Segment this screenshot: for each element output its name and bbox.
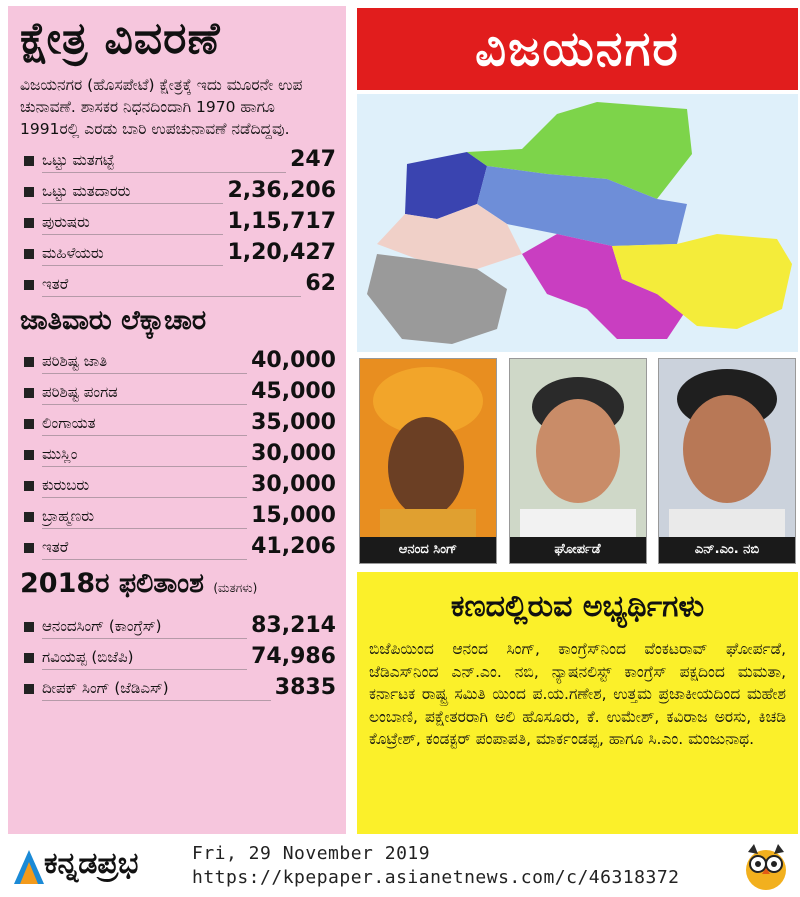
candidate-photo: [658, 358, 796, 564]
caste-row: ಕುರುಬರು 30,000: [20, 467, 336, 498]
bullet-icon: [24, 450, 34, 460]
caste-row: ಲಿಂಗಾಯತ 35,000: [20, 405, 336, 436]
caste-row: ಇತರೆ 41,206: [20, 529, 336, 560]
brand-logo-text: ಕನ್ನಡಪ್ರಭ: [44, 846, 139, 881]
photo-caption: ಘೋರ್ಪಡೆ: [510, 537, 646, 563]
panel-title: ಕ್ಷೇತ್ರ ವಿವರಣೆ: [20, 13, 221, 64]
candidate-photo: [509, 358, 647, 564]
kannadaprabha-logo-icon: [14, 850, 44, 884]
bullet-icon: [24, 512, 34, 522]
bullet-icon: [24, 280, 34, 290]
owl-mascot-icon: [742, 840, 790, 892]
bullet-icon: [24, 156, 34, 166]
candidates-box: [357, 572, 798, 834]
caste-row: ಮುಸ್ಲಿಂ 30,000: [20, 436, 336, 467]
result-row: ಗವಿಯಪ್ಪ (ಬಿಜೆಪಿ) 74,986: [20, 639, 336, 670]
edition-meta: [192, 842, 680, 890]
result-list: [20, 608, 336, 701]
photo-caption: ಆನಂದ ಸಿಂಗ್: [360, 537, 496, 563]
voter-stats-list: [20, 142, 336, 297]
candidate-photo: [359, 358, 497, 564]
constituency-map: [357, 94, 798, 352]
bullet-icon: [24, 622, 34, 632]
map-illustration: [357, 94, 798, 352]
stat-row: ಒಟ್ಟು ಮತಗಟ್ಟೆ 247: [20, 142, 336, 173]
bullet-icon: [24, 357, 34, 367]
stat-row: ಒಟ್ಟು ಮತದಾರರು 2,36,206: [20, 173, 336, 204]
constituency-details-panel: [8, 6, 346, 834]
caste-row: ಪರಿಶಿಷ್ಟ ಪಂಗಡ 45,000: [20, 374, 336, 405]
result-row: ಆನಂದಸಿಂಗ್ (ಕಾಂಗ್ರೆಸ್) 83,214: [20, 608, 336, 639]
stat-row: ಇತರೆ 62: [20, 266, 336, 297]
candidates-title: ಕಣದಲ್ಲಿರುವ ಅಭ್ಯರ್ಥಿಗಳು: [450, 589, 705, 624]
stat-row: ಪುರುಷರು 1,15,717: [20, 204, 336, 235]
bullet-icon: [24, 419, 34, 429]
intro-paragraph: ವಿಜಯನಗರ (ಹೊಸಪೇಟೆ) ಕ್ಷೇತ್ರಕ್ಕೆ ಇದು ಮೂರನೇ ಉಪ ಚುನಾವಣೆ. ಶಾಸಕರ ನಿಧನದಿಂದಾಗಿ 1970 ಹಾಗೂ 1991ರಲ್ಲಿ ಎರಡು ಬಾರಿ ಉಪಚುನಾವಣೆ ನಡೆದಿದ್ದವು.: [20, 76, 303, 138]
bullet-icon: [24, 249, 34, 259]
bullet-icon: [24, 481, 34, 491]
portrait-image: [360, 359, 496, 539]
candidate-photos: [357, 358, 798, 564]
bullet-icon: [24, 388, 34, 398]
caste-row: ಪರಿಶಿಷ್ಟ ಜಾತಿ 40,000: [20, 343, 336, 374]
banner-title: ವಿಜಯನಗರ: [475, 20, 680, 77]
candidates-text: ಬಿಜೆಪಿಯಿಂದ ಆನಂದ ಸಿಂಗ್, ಕಾಂಗ್ರೆಸ್‌ನಿಂದ ವೆಂಕಟರಾವ್ ಘೋರ್ಪಡೆ, ಜೆಡಿಎಸ್‌ನಿಂದ ಎನ್.ಎಂ. ನಬಿ, ನ್ಯಾಷನಲಿಸ್ಟ್ ಕಾಂಗ್ರೆಸ್ ಪಕ್ಷದಿಂದ ಮಮತಾ, ಕರ್ನಾಟಕ ರಾಷ್ಟ್ರ ಸಮಿತಿ ಯಿಂದ ಪ.ಯ.ಗಣೇಶ, ಉತ್ತಮ ಪ್ರಜಾಕೀಯದಿಂದ ಮಹೇಶ ಲಂಬಾಣಿ, ಪಕ್ಷೇತರರಾಗಿ ಅಲಿ ಹೊಸೂರು, ಕೆ. ಉಮೇಶ್, ಕವಿರಾಜ ಅರಸು, ಕಿಚಡಿ ಕೊಟ್ರೇಶ್, ಕಂಡಕ್ಟರ್ ಪಂಪಾಪತಿ, ಮಾರ್ಕಂಡಪ್ಪ, ಹಾಗೂ ಸಿ.ಎಂ. ಮಂಜುನಾಥ.: [369, 640, 786, 748]
result-row: ದೀಪಕ್ ಸಿಂಗ್ (ಜೆಡಿಎಸ್) 3835: [20, 670, 336, 701]
caste-section-title: ಜಾತಿವಾರು ಲೆಕ್ಕಾಚಾರ: [20, 305, 207, 336]
caste-row: ಬ್ರಾಹ್ಮಣರು 15,000: [20, 498, 336, 529]
portrait-image: [510, 359, 646, 539]
edition-date: Fri, 29 November 2019: [192, 843, 431, 864]
portrait-image: [659, 359, 795, 539]
photo-caption: ಎನ್.ಎಂ. ನಬಿ: [659, 537, 795, 563]
edition-url[interactable]: https://kpepaper.asianetnews.com/c/46318372: [192, 867, 680, 888]
bullet-icon: [24, 543, 34, 553]
result-section-title: 2018ರ ಫಲಿತಾಂಶ (ಮತಗಳು): [20, 568, 258, 599]
constituency-banner: [357, 8, 798, 90]
bullet-icon: [24, 653, 34, 663]
footer: [0, 836, 800, 897]
bullet-icon: [24, 187, 34, 197]
stat-row: ಮಹಿಳೆಯರು 1,20,427: [20, 235, 336, 266]
bullet-icon: [24, 218, 34, 228]
bullet-icon: [24, 684, 34, 694]
caste-list: [20, 343, 336, 560]
